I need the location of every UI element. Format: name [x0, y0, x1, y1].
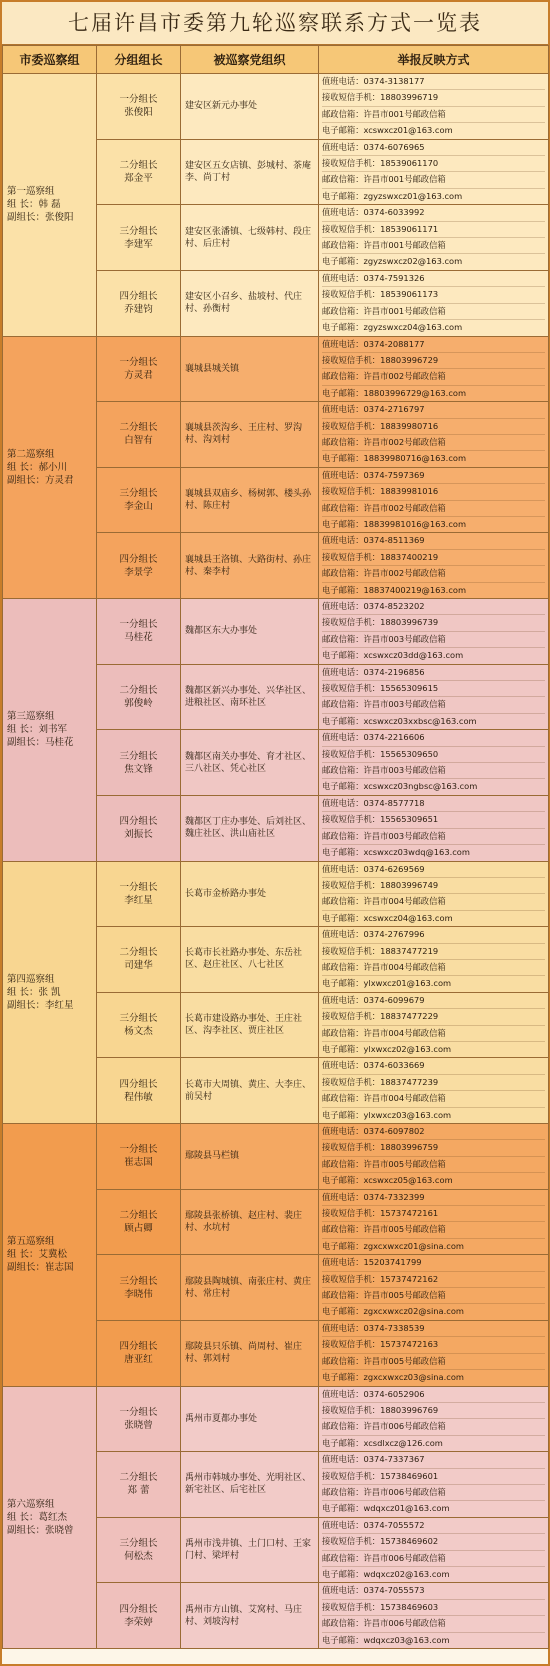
- contact-email: 电子邮箱：zgyzswxcz04@163.com: [322, 322, 463, 333]
- contact-cell: [319, 861, 549, 927]
- contact-postal-box: 邮政信箱：许昌市005号邮政信箱: [322, 1354, 545, 1370]
- subgroup-name: 李建军: [124, 238, 153, 250]
- contact-duty-phone: 值班电话：0374-6033992: [322, 205, 545, 221]
- subgroup-cell: [97, 533, 181, 599]
- contact-postal-box: 邮政信箱：许昌市001号邮政信箱: [322, 304, 545, 320]
- subgroup-cell: [97, 74, 181, 140]
- contact-cell: [319, 270, 549, 336]
- contact-email: 电子邮箱：xcswxcz03ngbsc@163.com: [322, 781, 478, 792]
- contact-cell: [319, 1255, 549, 1321]
- contact-postal-box: 邮政信箱：许昌市004号邮政信箱: [322, 960, 545, 976]
- subgroup-name: 司建华: [124, 960, 153, 972]
- contact-sms-phone: 接收短信手机：18803996739: [322, 615, 545, 631]
- header-contact: 举报反映方式: [319, 46, 549, 74]
- subgroup-name: 郭俊岭: [124, 697, 153, 709]
- team-leader: 组 长：韩 磊: [7, 199, 61, 211]
- contact-email: 电子邮箱：xcswxcz04@163.com: [322, 912, 453, 923]
- contact-sms-phone: 接收短信手机：18539061173: [322, 287, 545, 303]
- team-leader: 组 长：艾冀松: [7, 1249, 68, 1261]
- contact-email: 电子邮箱：zgxcxwxcz03@sina.com: [322, 1372, 464, 1383]
- subgroup-cell: [97, 795, 181, 861]
- contact-postal-box: 邮政信箱：许昌市006号邮政信箱: [322, 1616, 545, 1632]
- organization-cell: 魏都区新兴办事处、兴华社区、进粮社区、南环社区: [181, 664, 319, 730]
- organization-cell: 鄢陵县马栏镇: [181, 1124, 319, 1190]
- subgroup-cell: [97, 336, 181, 402]
- contact-sms-phone: 接收短信手机：18839981016: [322, 484, 545, 500]
- contact-email: 电子邮箱：xcswxcz01@163.com: [322, 125, 453, 136]
- contact-postal-box: 邮政信箱：许昌市005号邮政信箱: [322, 1157, 545, 1173]
- contact-postal-box: 邮政信箱：许昌市001号邮政信箱: [322, 238, 545, 254]
- subgroup-name: 李晓伟: [124, 1288, 153, 1300]
- contact-duty-phone: 值班电话：0374-6052906: [322, 1387, 545, 1403]
- contact-postal-box: 邮政信箱：许昌市003号邮政信箱: [322, 697, 545, 713]
- contact-postal-box: 邮政信箱：许昌市002号邮政信箱: [322, 501, 545, 517]
- contact-duty-phone: 值班电话：0374-8523202: [322, 599, 545, 615]
- subgroup-cell: [97, 270, 181, 336]
- organization-cell: 禹州市韩城办事处、光明社区、新宅社区、后宅社区: [181, 1452, 319, 1518]
- contact-duty-phone: 值班电话：0374-6076965: [322, 140, 545, 156]
- subgroup-name: 郑金平: [124, 172, 153, 184]
- subgroup-cell: [97, 1124, 181, 1190]
- contact-cell: [319, 205, 549, 271]
- subgroup-role: 二分组长: [119, 422, 158, 434]
- subgroup-role: 四分组长: [119, 1603, 158, 1615]
- subgroup-name: 方灵君: [124, 369, 153, 381]
- contact-duty-phone: 值班电话：0374-7055573: [322, 1583, 545, 1599]
- contact-sms-phone: 接收短信手机：18837477239: [322, 1075, 545, 1091]
- contact-sms-phone: 接收短信手机：15737472161: [322, 1206, 545, 1222]
- subgroup-cell: [97, 599, 181, 665]
- subgroup-role: 二分组长: [119, 684, 158, 696]
- team-cell: [3, 74, 97, 337]
- subgroup-role: 二分组长: [119, 1472, 158, 1484]
- contact-email: 电子邮箱：xcswxcz05@163.com: [322, 1175, 453, 1186]
- contact-duty-phone: 值班电话：0374-7597369: [322, 468, 545, 484]
- contact-duty-phone: 值班电话：0374-7332399: [322, 1190, 545, 1206]
- contact-email: 电子邮箱：18803996729@163.com: [322, 387, 467, 398]
- subgroup-cell: [97, 730, 181, 796]
- contact-sms-phone: 接收短信手机：18803996759: [322, 1140, 545, 1156]
- team-leader: 组 长：葛红杰: [7, 1511, 68, 1523]
- contact-duty-phone: 值班电话：0374-2196856: [322, 665, 545, 681]
- subgroup-cell: [97, 1583, 181, 1649]
- contact-cell: [319, 1058, 549, 1124]
- subgroup-role: 一分组长: [119, 619, 158, 631]
- subgroup-cell: [97, 861, 181, 927]
- table-row: [3, 861, 549, 927]
- contact-email: 电子邮箱：zgyzswxcz01@163.com: [322, 190, 463, 201]
- contact-cell: [319, 730, 549, 796]
- contact-cell: [319, 402, 549, 468]
- contact-email: 电子邮箱：wdqxcz01@163.com: [322, 1503, 450, 1514]
- contact-duty-phone: 值班电话：0374-6033669: [322, 1058, 545, 1074]
- subgroup-name: 唐亚红: [124, 1354, 153, 1366]
- contact-sms-phone: 接收短信手机：15738469603: [322, 1600, 545, 1616]
- contact-postal-box: 邮政信箱：许昌市002号邮政信箱: [322, 369, 545, 385]
- contact-cell: [319, 664, 549, 730]
- organization-cell: 襄城县城关镇: [181, 336, 319, 402]
- subgroup-cell: [97, 992, 181, 1058]
- team-name: 第四巡察组: [7, 973, 55, 985]
- subgroup-role: 三分组长: [119, 1538, 158, 1550]
- subgroup-role: 一分组长: [119, 94, 158, 106]
- subgroup-name: 张俊阳: [124, 107, 153, 119]
- subgroup-role: 三分组长: [119, 750, 158, 762]
- contact-email: 电子邮箱：18837400219@163.com: [322, 584, 467, 595]
- header-subgroup: 分组组长: [97, 46, 181, 74]
- team-name: 第五巡察组: [7, 1236, 55, 1248]
- subgroup-name: 马桂花: [124, 632, 153, 644]
- subgroup-name: 李金山: [124, 501, 153, 513]
- team-cell: [3, 599, 97, 862]
- header-organization: 被巡察党组织: [181, 46, 319, 74]
- subgroup-name: 刘振长: [124, 829, 153, 841]
- table-row: [3, 1386, 549, 1452]
- contact-duty-phone: 值班电话：0374-7338539: [322, 1321, 545, 1337]
- contact-cell: [319, 599, 549, 665]
- contact-sms-phone: 接收短信手机：15565309615: [322, 681, 545, 697]
- subgroup-cell: [97, 402, 181, 468]
- subgroup-name: 张晓曾: [124, 1419, 153, 1431]
- organization-cell: 长葛市大周镇、黄庄、大李庄、前吴村: [181, 1058, 319, 1124]
- subgroup-role: 二分组长: [119, 1209, 158, 1221]
- subgroup-role: 一分组长: [119, 1406, 158, 1418]
- contact-cell: [319, 1124, 549, 1190]
- contact-duty-phone: 值班电话：15203741799: [322, 1255, 545, 1271]
- contact-email: 电子邮箱：xcswxcz03xxbsc@163.com: [322, 715, 477, 726]
- subgroup-name: 郑 蕾: [127, 1485, 150, 1497]
- team-deputy: 副组长：张晓曾: [7, 1524, 74, 1536]
- organization-cell: 建安区新元办事处: [181, 74, 319, 140]
- page-title: 七届许昌市委第九轮巡察联系方式一览表: [2, 2, 548, 45]
- contact-cell: [319, 74, 549, 140]
- subgroup-name: 乔建钧: [124, 304, 153, 316]
- subgroup-name: 白智有: [124, 435, 153, 447]
- contact-cell: [319, 1583, 549, 1649]
- subgroup-role: 二分组长: [119, 947, 158, 959]
- subgroup-role: 三分组长: [119, 488, 158, 500]
- subgroup-name: 焦文锋: [124, 763, 153, 775]
- table-row: [3, 336, 549, 402]
- contact-sms-phone: 接收短信手机：18837477219: [322, 944, 545, 960]
- contact-cell: [319, 1452, 549, 1518]
- contact-postal-box: 邮政信箱：许昌市006号邮政信箱: [322, 1551, 545, 1567]
- contact-sms-phone: 接收短信手机：15565309651: [322, 812, 545, 828]
- contact-sms-phone: 接收短信手机：15565309650: [322, 747, 545, 763]
- subgroup-cell: [97, 664, 181, 730]
- contact-sms-phone: 接收短信手机：18539061171: [322, 222, 545, 238]
- subgroup-role: 三分组长: [119, 1275, 158, 1287]
- contact-email: 电子邮箱：18839980716@163.com: [322, 453, 467, 464]
- table-row: [3, 74, 549, 140]
- table-header-row: [3, 46, 549, 74]
- subgroup-cell: [97, 205, 181, 271]
- team-cell: [3, 336, 97, 599]
- organization-cell: 襄城县王洛镇、大路街村、孙庄村、秦李村: [181, 533, 319, 599]
- subgroup-name: 程伟敏: [124, 1091, 153, 1103]
- organization-cell: 魏都区丁庄办事处、后刘社区、魏庄社区、洪山庙社区: [181, 795, 319, 861]
- contact-email: 电子邮箱：xcswxcz03dd@163.com: [322, 650, 464, 661]
- contact-sms-phone: 接收短信手机：18803996749: [322, 878, 545, 894]
- organization-cell: 建安区五女店镇、彭城村、茶庵李、尚丁村: [181, 139, 319, 205]
- subgroup-name: 李荣婷: [124, 1616, 153, 1628]
- contact-duty-phone: 值班电话：0374-6099679: [322, 993, 545, 1009]
- contact-sms-phone: 接收短信手机：15738469602: [322, 1534, 545, 1550]
- contact-postal-box: 邮政信箱：许昌市002号邮政信箱: [322, 566, 545, 582]
- contact-sms-phone: 接收短信手机：18539061170: [322, 156, 545, 172]
- team-name: 第一巡察组: [7, 186, 55, 198]
- contact-duty-phone: 值班电话：0374-7055572: [322, 1518, 545, 1534]
- contact-postal-box: 邮政信箱：许昌市005号邮政信箱: [322, 1222, 545, 1238]
- contact-duty-phone: 值班电话：0374-8511369: [322, 533, 545, 549]
- header-team: 市委巡察组: [3, 46, 97, 74]
- contact-cell: [319, 927, 549, 993]
- subgroup-cell: [97, 1189, 181, 1255]
- subgroup-cell: [97, 1386, 181, 1452]
- team-deputy: 副组长：崔志国: [7, 1262, 74, 1274]
- contact-sms-phone: 接收短信手机：15737472163: [322, 1337, 545, 1353]
- subgroup-role: 四分组长: [119, 291, 158, 303]
- organization-cell: 襄城县双庙乡、杨树郭、楼头孙村、陈庄村: [181, 467, 319, 533]
- contact-cell: [319, 467, 549, 533]
- contact-cell: [319, 1517, 549, 1583]
- contact-postal-box: 邮政信箱：许昌市006号邮政信箱: [322, 1419, 545, 1435]
- contact-cell: [319, 1386, 549, 1452]
- contact-cell: [319, 533, 549, 599]
- contact-sms-phone: 接收短信手机：18837400219: [322, 550, 545, 566]
- contact-cell: [319, 992, 549, 1058]
- subgroup-name: 李红星: [124, 894, 153, 906]
- team-leader: 组 长：张 凯: [7, 986, 61, 998]
- subgroup-cell: [97, 467, 181, 533]
- contact-postal-box: 邮政信箱：许昌市003号邮政信箱: [322, 763, 545, 779]
- organization-cell: 魏都区东大办事处: [181, 599, 319, 665]
- contact-postal-box: 邮政信箱：许昌市004号邮政信箱: [322, 1091, 545, 1107]
- contact-sms-phone: 接收短信手机：18839980716: [322, 419, 545, 435]
- contact-email: 电子邮箱：ylxwxcz03@163.com: [322, 1109, 452, 1120]
- subgroup-cell: [97, 1320, 181, 1386]
- contact-duty-phone: 值班电话：0374-2088177: [322, 337, 545, 353]
- subgroup-cell: [97, 1452, 181, 1518]
- contact-postal-box: 邮政信箱：许昌市003号邮政信箱: [322, 632, 545, 648]
- subgroup-cell: [97, 1517, 181, 1583]
- subgroup-role: 一分组长: [119, 356, 158, 368]
- contact-duty-phone: 值班电话：0374-6269569: [322, 862, 545, 878]
- organization-cell: 襄城县茨沟乡、王庄村、罗沟村、沟刘村: [181, 402, 319, 468]
- contact-cell: [319, 1189, 549, 1255]
- subgroup-role: 四分组长: [119, 553, 158, 565]
- contact-duty-phone: 值班电话：0374-7337367: [322, 1452, 545, 1468]
- contact-table: [2, 45, 549, 1649]
- contact-duty-phone: 值班电话：0374-8577718: [322, 796, 545, 812]
- contact-email: 电子邮箱：ylxwxcz02@163.com: [322, 1043, 452, 1054]
- contact-duty-phone: 值班电话：0374-2216606: [322, 730, 545, 746]
- subgroup-role: 三分组长: [119, 225, 158, 237]
- contact-duty-phone: 值班电话：0374-2767996: [322, 927, 545, 943]
- contact-duty-phone: 值班电话：0374-3138177: [322, 74, 545, 90]
- subgroup-role: 一分组长: [119, 1144, 158, 1156]
- contact-email: 电子邮箱：zgxcxwxcz01@sina.com: [322, 1240, 464, 1251]
- contact-sms-phone: 接收短信手机：18837477229: [322, 1009, 545, 1025]
- contact-sms-phone: 接收短信手机：18803996719: [322, 90, 545, 106]
- contact-cell: [319, 139, 549, 205]
- contact-sms-phone: 接收短信手机：18803996729: [322, 353, 545, 369]
- team-cell: [3, 1386, 97, 1649]
- organization-cell: 建安区小召乡、盐坡村、代庄村、孙衡村: [181, 270, 319, 336]
- subgroup-role: 四分组长: [119, 1078, 158, 1090]
- organization-cell: 建安区张潘镇、七级韩村、段庄村、后庄村: [181, 205, 319, 271]
- subgroup-role: 四分组长: [119, 1341, 158, 1353]
- table-body: [3, 74, 549, 1649]
- contact-cell: [319, 1320, 549, 1386]
- subgroup-name: 顾占卿: [124, 1222, 153, 1234]
- contact-email: 电子邮箱：zgxcxwxcz02@sina.com: [322, 1306, 464, 1317]
- subgroup-name: 何松杰: [124, 1551, 153, 1563]
- subgroup-role: 三分组长: [119, 1013, 158, 1025]
- contact-email: 电子邮箱：18839981016@163.com: [322, 518, 467, 529]
- organization-cell: 长葛市建设路办事处、王庄社区、沟李社区、贾庄社区: [181, 992, 319, 1058]
- organization-cell: 长葛市长社路办事处、东岳社区、赵庄社区、八七社区: [181, 927, 319, 993]
- organization-cell: 禹州市方山镇、艾窝村、马庄村、刘坡沟村: [181, 1583, 319, 1649]
- contact-email: 电子邮箱：zgyzswxcz02@163.com: [322, 256, 463, 267]
- contact-postal-box: 邮政信箱：许昌市004号邮政信箱: [322, 894, 545, 910]
- team-name: 第三巡察组: [7, 711, 55, 723]
- subgroup-role: 二分组长: [119, 159, 158, 171]
- contact-email: 电子邮箱：wdqxcz03@163.com: [322, 1634, 450, 1645]
- team-cell: [3, 1124, 97, 1387]
- team-deputy: 副组长：马桂花: [7, 737, 74, 749]
- contact-email: 电子邮箱：xcswxcz03wdq@163.com: [322, 847, 470, 858]
- organization-cell: 鄢陵县只乐镇、尚周村、崔庄村、郭刘村: [181, 1320, 319, 1386]
- contact-postal-box: 邮政信箱：许昌市003号邮政信箱: [322, 829, 545, 845]
- contact-duty-phone: 值班电话：0374-6097802: [322, 1124, 545, 1140]
- contact-postal-box: 邮政信箱：许昌市004号邮政信箱: [322, 1026, 545, 1042]
- subgroup-role: 一分组长: [119, 881, 158, 893]
- table-row: [3, 1124, 549, 1190]
- organization-cell: 禹州市浅井镇、土门口村、王家门村、梁坪村: [181, 1517, 319, 1583]
- organization-cell: 鄢陵县张桥镇、赵庄村、裴庄村、水坑村: [181, 1189, 319, 1255]
- team-leader: 组 长：刘书军: [7, 724, 68, 736]
- team-deputy: 副组长：方灵君: [7, 474, 74, 486]
- table-row: [3, 599, 549, 665]
- contact-cell: [319, 336, 549, 402]
- organization-cell: 魏都区南关办事处、育才社区、三八社区、凭心社区: [181, 730, 319, 796]
- contact-email: 电子邮箱：ylxwxcz01@163.com: [322, 978, 452, 989]
- team-deputy: 副组长：李红星: [7, 999, 74, 1011]
- team-cell: [3, 861, 97, 1124]
- contact-duty-phone: 值班电话：0374-2716797: [322, 402, 545, 418]
- contact-sms-phone: 接收短信手机：15738469601: [322, 1469, 545, 1485]
- contact-email: 电子邮箱：xcsdlxcz@126.com: [322, 1437, 443, 1448]
- contact-sms-phone: 接收短信手机：15737472162: [322, 1272, 545, 1288]
- contact-postal-box: 邮政信箱：许昌市001号邮政信箱: [322, 172, 545, 188]
- organization-cell: 长葛市金桥路办事处: [181, 861, 319, 927]
- subgroup-cell: [97, 1255, 181, 1321]
- subgroup-cell: [97, 139, 181, 205]
- contact-postal-box: 邮政信箱：许昌市006号邮政信箱: [322, 1485, 545, 1501]
- subgroup-name: 杨文杰: [124, 1026, 153, 1038]
- subgroup-cell: [97, 1058, 181, 1124]
- contact-cell: [319, 795, 549, 861]
- team-deputy: 副组长：张俊阳: [7, 212, 74, 224]
- contact-postal-box: 邮政信箱：许昌市001号邮政信箱: [322, 107, 545, 123]
- contact-postal-box: 邮政信箱：许昌市005号邮政信箱: [322, 1288, 545, 1304]
- subgroup-name: 李景学: [124, 566, 153, 578]
- organization-cell: 禹州市夏都办事处: [181, 1386, 319, 1452]
- contact-duty-phone: 值班电话：0374-7591326: [322, 271, 545, 287]
- contact-sms-phone: 接收短信手机：18803996769: [322, 1403, 545, 1419]
- team-name: 第二巡察组: [7, 448, 55, 460]
- contact-email: 电子邮箱：wdqxcz02@163.com: [322, 1568, 450, 1579]
- subgroup-cell: [97, 927, 181, 993]
- team-name: 第六巡察组: [7, 1498, 55, 1510]
- subgroup-role: 四分组长: [119, 816, 158, 828]
- organization-cell: 鄢陵县陶城镇、南张庄村、黄庄村、常庄村: [181, 1255, 319, 1321]
- subgroup-name: 崔志国: [124, 1157, 153, 1169]
- team-leader: 组 长：郝小川: [7, 461, 68, 473]
- contact-postal-box: 邮政信箱：许昌市002号邮政信箱: [322, 435, 545, 451]
